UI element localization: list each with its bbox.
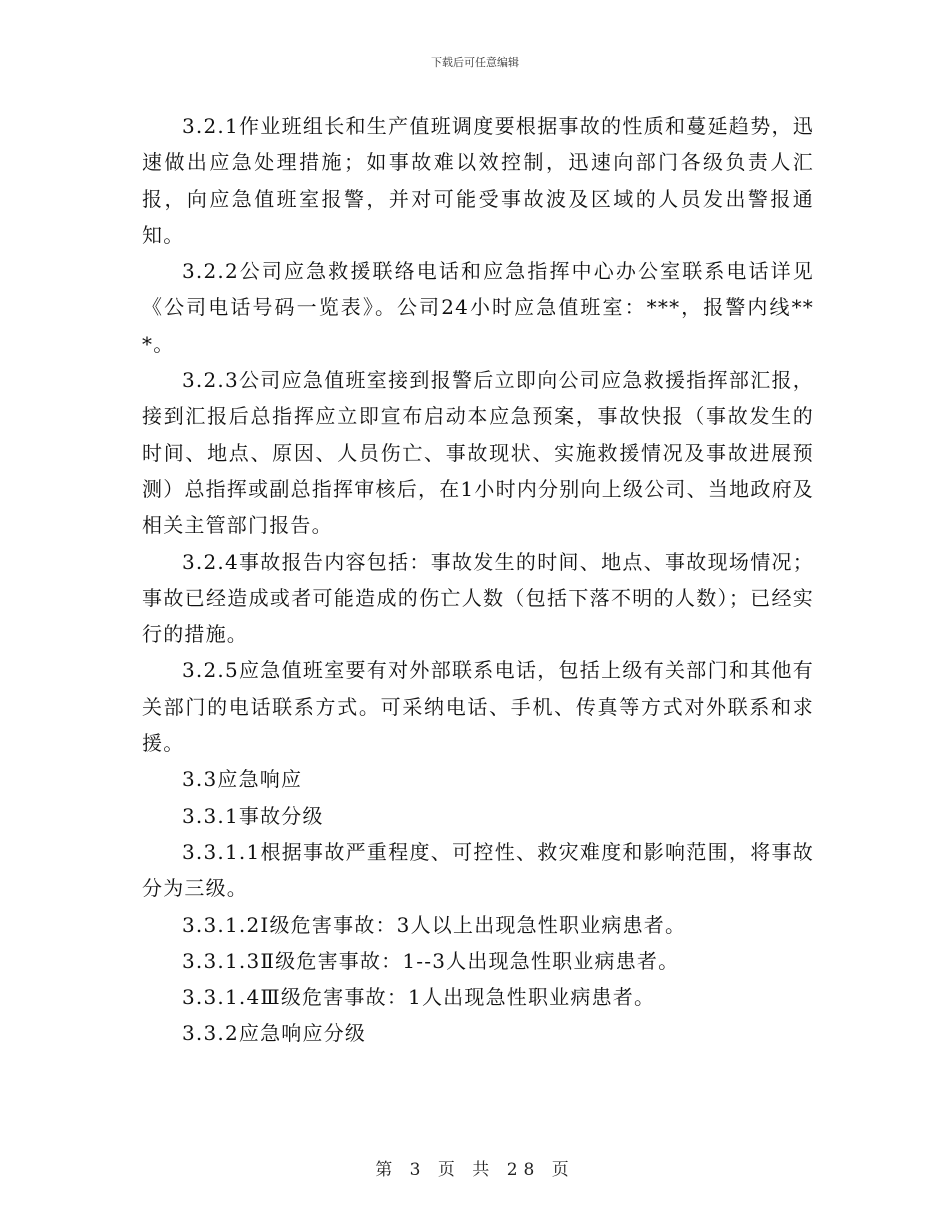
paragraph-3-2-1: 3.2.1作业班组长和生产值班调度要根据事故的性质和蔓延趋势，迅速做出应急处理措施；如事故难以效控制，迅速向部门各级负责人汇报，向应急值班室报警，并对可能受事故波及区域的人员发出警报通知。 <box>142 114 814 247</box>
paragraph-3-3-1-3: 3.3.1.3Ⅱ级危害事故：1--3人出现急性职业病患者。 <box>182 948 680 973</box>
paragraph-3-3-1-4: 3.3.1.4Ⅲ级危害事故：1人出现急性职业病患者。 <box>182 985 656 1010</box>
paragraph-3-3-1-1: 3.3.1.1根据事故严重程度、可控性、救灾难度和影响范围，将事故分为三级。 <box>142 839 814 901</box>
paragraph-3-2-4: 3.2.4事故报告内容包括：事故发生的时间、地点、事故现场情况；事故已经造成或者可能造成的伤亡人数（包括下落不明的人数）；已经实行的措施。 <box>142 549 814 647</box>
document-body <box>142 108 814 1052</box>
paragraph-3-2-5: 3.2.5应急值班室要有对外部联系电话，包括上级有关部门和其他有关部门的电话联系方式。可采纳电话、手机、传真等方式对外联系和求援。 <box>142 658 814 756</box>
heading-3-3-2: 3.3.2应急响应分级 <box>182 1021 367 1046</box>
paragraph-3-3-1-2: 3.3.1.2Ⅰ级危害事故：3人以上出现急性职业病患者。 <box>182 912 687 937</box>
heading-3-3-1: 3.3.1事故分级 <box>182 803 324 828</box>
paragraph-3-2-2: 3.2.2公司应急救援联络电话和应急指挥中心办公室联系电话详见《公司电话号码一览表》。公司24小时应急值班室：***，报警内线***。 <box>142 259 814 356</box>
heading-3-3: 3.3应急响应 <box>182 767 303 792</box>
page-footer: 第 3 页 共 28 页 <box>375 1160 575 1180</box>
page-header: 下载后可任意编辑 <box>431 56 519 69</box>
paragraph-3-2-3: 3.2.3公司应急值班室接到报警后立即向公司应急救援指挥部汇报，接到汇报后总指挥应立即宣布启动本应急预案，事故快报（事故发生的时间、地点、原因、人员伤亡、事故现状、实施救援情况及事故进展预测）总指挥或副总指挥审核后，在1小时内分别向上级公司、当地政府及相关主管部门报告。 <box>142 368 814 538</box>
